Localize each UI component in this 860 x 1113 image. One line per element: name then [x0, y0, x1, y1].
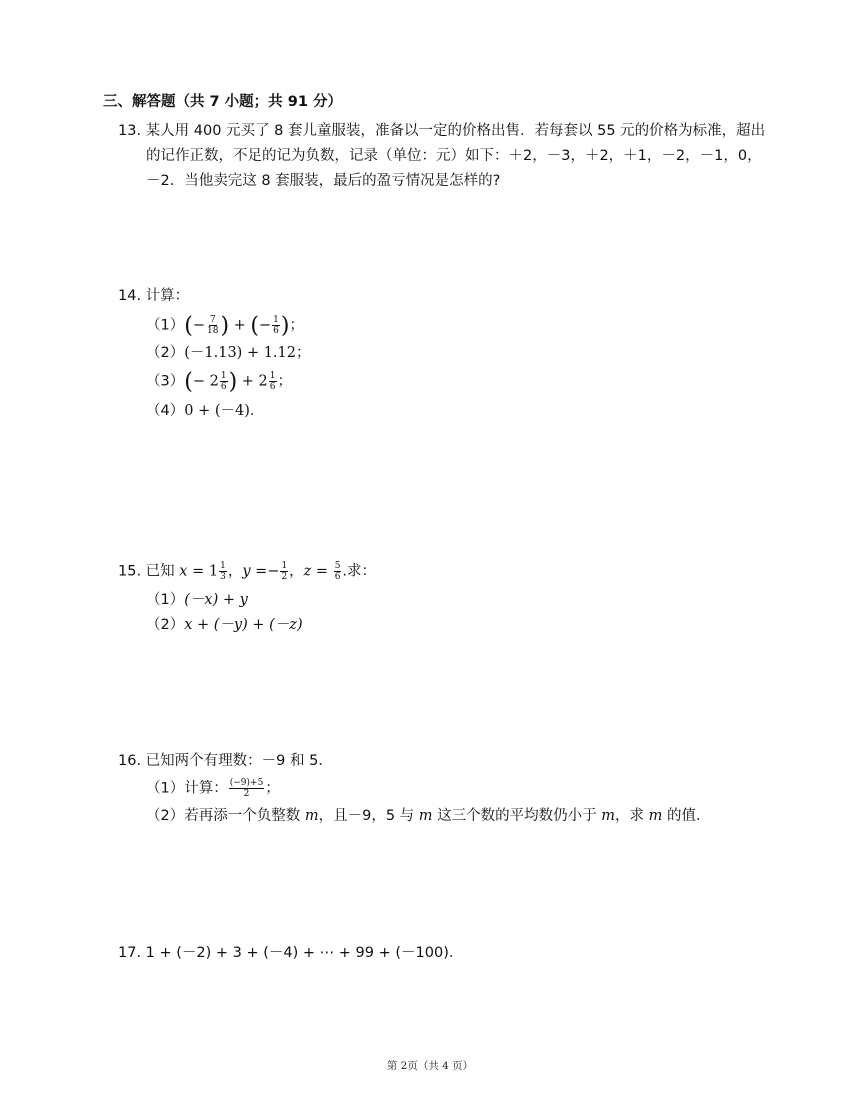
- fraction: $\frac{1}{6}$: [273, 315, 279, 336]
- item-label: （1）计算：: [146, 780, 228, 797]
- q14-item-1: （1）(− $\frac{7}{18}$ ) + (− $\frac{1}{6}$ )；: [146, 313, 304, 339]
- q17-line: 17. 1 + (－2) + 3 + (－4) + ⋯ + 99 + (－100)．: [118, 945, 464, 961]
- item-label: （1）: [146, 317, 185, 334]
- q16-heading: 16. 已知两个有理数：－9 和 5．: [118, 753, 333, 769]
- fraction: $\frac{1}{6}$: [220, 371, 227, 392]
- fraction: $\frac{5}{6}$: [334, 561, 341, 582]
- expression: x + (－y) + (－z): [184, 617, 303, 633]
- fraction: $\frac{7}{18}$: [206, 315, 219, 336]
- fraction: $\frac{(-9)+5}{2}$: [229, 778, 264, 799]
- item-label: （1）: [146, 592, 185, 608]
- fraction: $\frac{1}{6}$: [269, 371, 276, 392]
- q13-line-1: 13. 某人用 400 元买了 8 套儿童服装，准备以一定的价格出售．若每套以 55 元的价格为标准，超出: [118, 123, 766, 139]
- q15-item-1: [146, 590, 248, 610]
- expression: (－1.13) + 1.12；: [184, 345, 311, 361]
- q14-item-4: [146, 401, 264, 421]
- item-label: （4）: [146, 403, 185, 419]
- fraction: $\frac{1}{3}$: [220, 561, 226, 582]
- q13-line-3: －2．当他卖完这 8 套服装，最后的盈亏情况是怎样的?: [146, 173, 501, 189]
- q16-item-1: （1）计算： $\frac{(-9)+5}{2}$ ；: [146, 778, 280, 799]
- item-label: （2）: [146, 617, 185, 633]
- q14-item-3: （3）(− 2 $\frac{1}{6}$ ) + 2 $\frac{1}{6}$ ；: [146, 369, 292, 395]
- page-footer: 第 2页（共 4 页）: [386, 1060, 474, 1072]
- q14-heading: 14. 计算：: [118, 288, 190, 304]
- expression: (－x) + y: [184, 592, 248, 608]
- fraction: $\frac{1}{2}$: [281, 561, 288, 582]
- q14-item-2: [146, 343, 311, 363]
- item-label: （2）: [146, 345, 185, 361]
- q13-line-2: 的记作正数，不足的记为负数，记录（单位：元）如下：＋2，－3，＋2，＋1，－2，－1，0，: [146, 148, 762, 164]
- q16-item-2: （2）若再添一个负整数 m，且－9，5 与 m 这三个数的平均数仍小于 m，求 m 的值．: [146, 808, 711, 824]
- q15-heading: 15. 已知 x = 1 $\frac{1}{3}$ ，y =− $\frac{1}{2}$ ，z = $\frac{5}{6}$ .求：: [118, 561, 377, 582]
- q15-item-2: [146, 615, 303, 635]
- item-label: （3）: [146, 373, 185, 390]
- section-title: 三、解答题（共 7 小题；共 91 分）: [103, 94, 342, 110]
- expression: 0 + (－4)．: [184, 403, 265, 419]
